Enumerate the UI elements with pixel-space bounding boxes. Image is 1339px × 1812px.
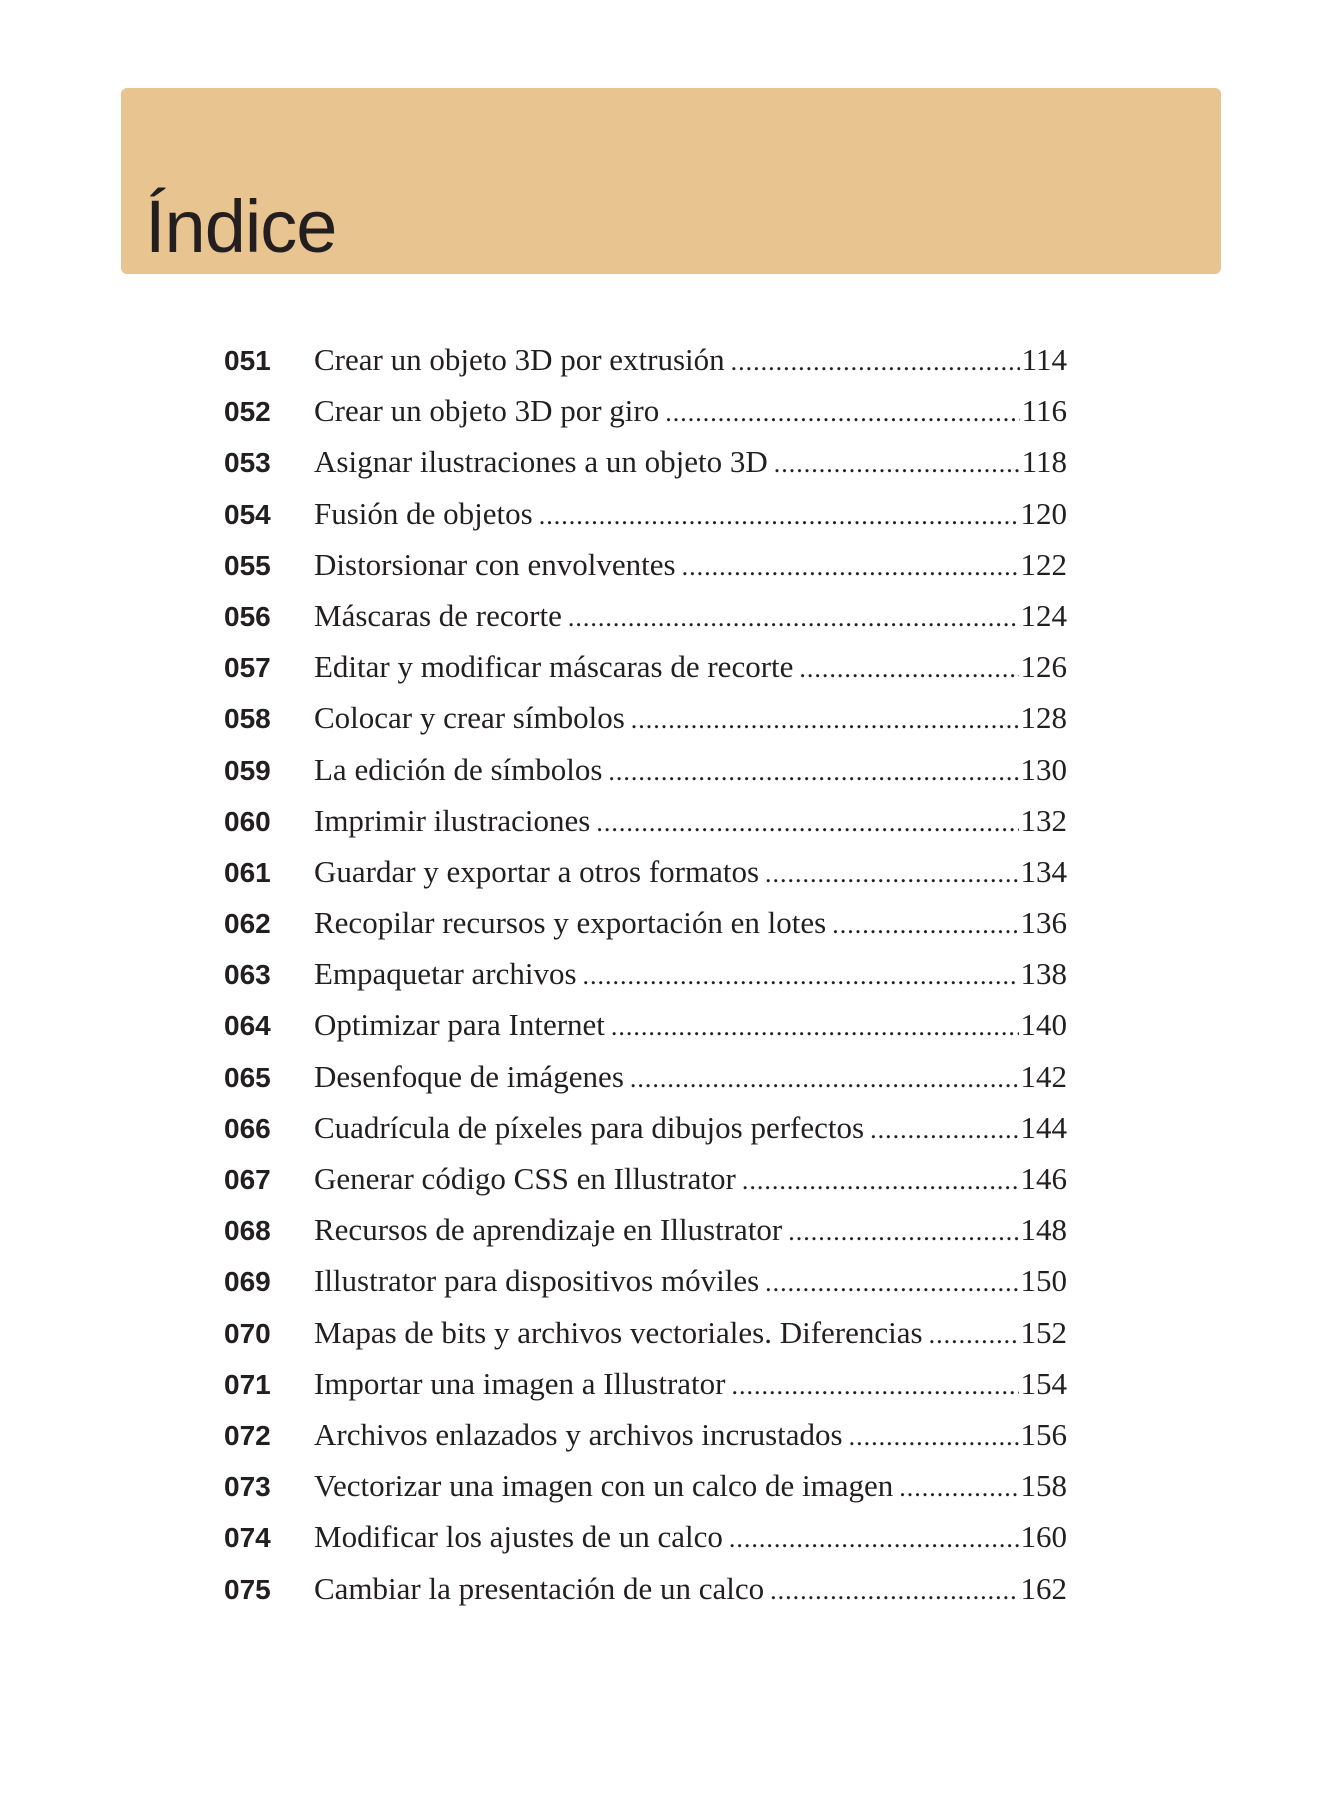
toc-entry-page: 136 bbox=[1020, 905, 1067, 941]
toc-entry-number: 062 bbox=[224, 908, 271, 940]
dot-leader bbox=[731, 1360, 1018, 1411]
toc-entry-title: Importar una imagen a Illustrator bbox=[314, 1365, 726, 1401]
toc-entry[interactable] bbox=[224, 1255, 1067, 1306]
toc-entry-number: 060 bbox=[224, 805, 271, 837]
toc-entry-number: 075 bbox=[224, 1573, 271, 1605]
toc-entry-page: 146 bbox=[1020, 1161, 1067, 1196]
toc-entry-page: 158 bbox=[1020, 1468, 1067, 1504]
toc-entry-title: Colocar y crear símbolos bbox=[314, 700, 625, 736]
toc-entry[interactable] bbox=[224, 1409, 1067, 1460]
toc-entry-page: 118 bbox=[1021, 444, 1067, 480]
toc-entry-page: 130 bbox=[1020, 751, 1067, 787]
toc-entry[interactable] bbox=[224, 1563, 1067, 1614]
toc-entry[interactable] bbox=[224, 1102, 1067, 1153]
toc-entry-page: 132 bbox=[1020, 802, 1067, 838]
toc-entry-page: 144 bbox=[1020, 1109, 1067, 1145]
toc-entry-page: 150 bbox=[1020, 1263, 1067, 1299]
dot-leader bbox=[731, 336, 1020, 387]
toc-entry-number: 067 bbox=[224, 1164, 271, 1195]
toc-entry-page: 122 bbox=[1020, 546, 1067, 582]
dot-leader bbox=[832, 899, 1018, 950]
toc-entry[interactable] bbox=[224, 1358, 1067, 1409]
toc-entry-page: 124 bbox=[1020, 597, 1067, 633]
toc-entry-title: Asignar ilustraciones a un objeto 3D bbox=[314, 444, 768, 480]
toc-entry-title: Guardar y exportar a otros formatos bbox=[314, 853, 760, 889]
toc-entry-page: 126 bbox=[1020, 649, 1067, 685]
toc-entry[interactable] bbox=[224, 744, 1067, 795]
dot-leader bbox=[774, 438, 1020, 489]
toc-entry-number: 069 bbox=[224, 1266, 271, 1298]
dot-leader bbox=[608, 746, 1018, 797]
toc-entry-page: 156 bbox=[1020, 1416, 1067, 1452]
toc-entry-number: 065 bbox=[224, 1061, 271, 1093]
toc-entry[interactable] bbox=[224, 1051, 1067, 1102]
toc-entry-page: 162 bbox=[1020, 1570, 1067, 1606]
toc-entry-page: 114 bbox=[1021, 342, 1067, 377]
dot-leader bbox=[596, 797, 1018, 848]
toc-entry-title: Mapas de bits y archivos vectoriales. Diferencias bbox=[314, 1314, 923, 1350]
toc-entry-title: Crear un objeto 3D por extrusión bbox=[314, 342, 725, 377]
page-title: Índice bbox=[145, 185, 337, 268]
toc-entry-title: Editar y modificar máscaras de recorte bbox=[314, 649, 794, 685]
dot-leader bbox=[568, 592, 1019, 643]
toc-entry-number: 063 bbox=[224, 959, 271, 991]
toc-entry-title: Cuadrícula de píxeles para dibujos perfectos bbox=[314, 1109, 865, 1145]
toc-entry-number: 072 bbox=[224, 1419, 271, 1451]
toc-entry[interactable] bbox=[224, 539, 1067, 590]
toc-entry-number: 066 bbox=[224, 1112, 271, 1144]
toc-entry-title: Desenfoque de imágenes bbox=[314, 1058, 624, 1094]
toc-entry-page: 154 bbox=[1020, 1365, 1067, 1401]
toc-entry[interactable] bbox=[224, 948, 1067, 999]
toc-entry-page: 128 bbox=[1020, 700, 1067, 736]
toc-entry-number: 057 bbox=[224, 652, 271, 684]
dot-leader bbox=[539, 490, 1019, 541]
toc-entry-page: 138 bbox=[1020, 956, 1067, 992]
toc-entry-number: 068 bbox=[224, 1215, 271, 1247]
dot-leader bbox=[899, 1462, 1018, 1513]
toc-entry-number: 073 bbox=[224, 1471, 271, 1503]
toc-entry[interactable] bbox=[224, 846, 1067, 897]
toc-entry-number: 064 bbox=[224, 1010, 271, 1042]
toc-entry-page: 134 bbox=[1020, 853, 1067, 889]
toc-entry-number: 061 bbox=[224, 856, 271, 888]
toc-entry[interactable] bbox=[224, 334, 1067, 385]
toc-entry-page: 152 bbox=[1020, 1314, 1067, 1350]
dot-leader bbox=[665, 387, 1019, 438]
toc-entry[interactable] bbox=[224, 1460, 1067, 1511]
toc-entry-title: Máscaras de recorte bbox=[314, 597, 562, 633]
toc-entry[interactable] bbox=[224, 999, 1067, 1050]
toc-entry-title: Generar código CSS en Illustrator bbox=[314, 1161, 736, 1196]
toc-entry-title: Empaquetar archivos bbox=[314, 956, 577, 992]
toc-entry[interactable] bbox=[224, 1307, 1067, 1358]
toc-entry-title: Optimizar para Internet bbox=[314, 1007, 605, 1043]
toc-entry-title: Distorsionar con envolventes bbox=[314, 546, 676, 582]
toc-entry[interactable] bbox=[224, 641, 1067, 692]
dot-leader bbox=[870, 1104, 1018, 1155]
toc-entry-title: Modificar los ajustes de un calco bbox=[314, 1519, 723, 1555]
toc-entry-title: Vectorizar una imagen con un calco de imagen bbox=[314, 1468, 894, 1504]
toc-entry[interactable] bbox=[224, 1204, 1067, 1255]
dot-leader bbox=[729, 1513, 1019, 1564]
toc-entry-page: 140 bbox=[1020, 1007, 1067, 1043]
toc-entry-page: 160 bbox=[1020, 1519, 1067, 1555]
toc-entry-number: 074 bbox=[224, 1522, 271, 1554]
dot-leader bbox=[929, 1309, 1019, 1360]
toc-entry-number: 054 bbox=[224, 498, 271, 530]
toc-entry[interactable] bbox=[224, 795, 1067, 846]
toc-entry-title: Imprimir ilustraciones bbox=[314, 802, 591, 838]
toc-entry-title: Recursos de aprendizaje en Illustrator bbox=[314, 1212, 783, 1248]
dot-leader bbox=[765, 848, 1018, 899]
toc-entry-page: 120 bbox=[1020, 495, 1067, 531]
toc-entry-number: 052 bbox=[224, 396, 271, 428]
dot-leader bbox=[765, 1257, 1018, 1308]
toc-entry-title: Archivos enlazados y archivos incrustados bbox=[314, 1416, 843, 1452]
toc-entry[interactable] bbox=[224, 436, 1067, 487]
header-band bbox=[121, 88, 1221, 274]
toc-entry-title: Fusión de objetos bbox=[314, 495, 533, 531]
toc-entry-number: 059 bbox=[224, 754, 271, 786]
toc-entry[interactable] bbox=[224, 590, 1067, 641]
dot-leader bbox=[630, 1053, 1019, 1104]
table-of-contents bbox=[224, 334, 1067, 1614]
toc-entry[interactable] bbox=[224, 1511, 1067, 1562]
toc-entry-title: Crear un objeto 3D por giro bbox=[314, 393, 660, 429]
toc-entry-title: Recopilar recursos y exportación en lotes bbox=[314, 905, 827, 941]
dot-leader bbox=[788, 1206, 1018, 1257]
dot-leader bbox=[849, 1411, 1019, 1462]
dot-leader bbox=[631, 694, 1019, 745]
toc-entry-title: Illustrator para dispositivos móviles bbox=[314, 1263, 760, 1299]
toc-entry-page: 116 bbox=[1021, 393, 1067, 429]
toc-entry-number: 051 bbox=[224, 345, 271, 376]
toc-entry-page: 142 bbox=[1020, 1058, 1067, 1094]
dot-leader bbox=[770, 1565, 1018, 1616]
dot-leader bbox=[742, 1155, 1019, 1206]
dot-leader bbox=[682, 541, 1019, 592]
dot-leader bbox=[799, 643, 1018, 694]
toc-entry-title: La edición de símbolos bbox=[314, 751, 603, 787]
toc-entry-number: 070 bbox=[224, 1317, 271, 1349]
dot-leader bbox=[583, 950, 1019, 1001]
toc-entry[interactable] bbox=[224, 897, 1067, 948]
toc-entry[interactable] bbox=[224, 488, 1067, 539]
toc-entry[interactable] bbox=[224, 692, 1067, 743]
toc-entry-number: 053 bbox=[224, 447, 271, 479]
toc-entry-page: 148 bbox=[1020, 1212, 1067, 1248]
toc-entry-title: Cambiar la presentación de un calco bbox=[314, 1570, 765, 1606]
toc-entry-number: 056 bbox=[224, 600, 271, 632]
toc-entry-number: 058 bbox=[224, 703, 271, 735]
toc-entry-number: 071 bbox=[224, 1368, 271, 1400]
toc-entry-number: 055 bbox=[224, 549, 271, 581]
toc-entry[interactable] bbox=[224, 385, 1067, 436]
dot-leader bbox=[611, 1001, 1019, 1052]
toc-entry[interactable] bbox=[224, 1153, 1067, 1204]
